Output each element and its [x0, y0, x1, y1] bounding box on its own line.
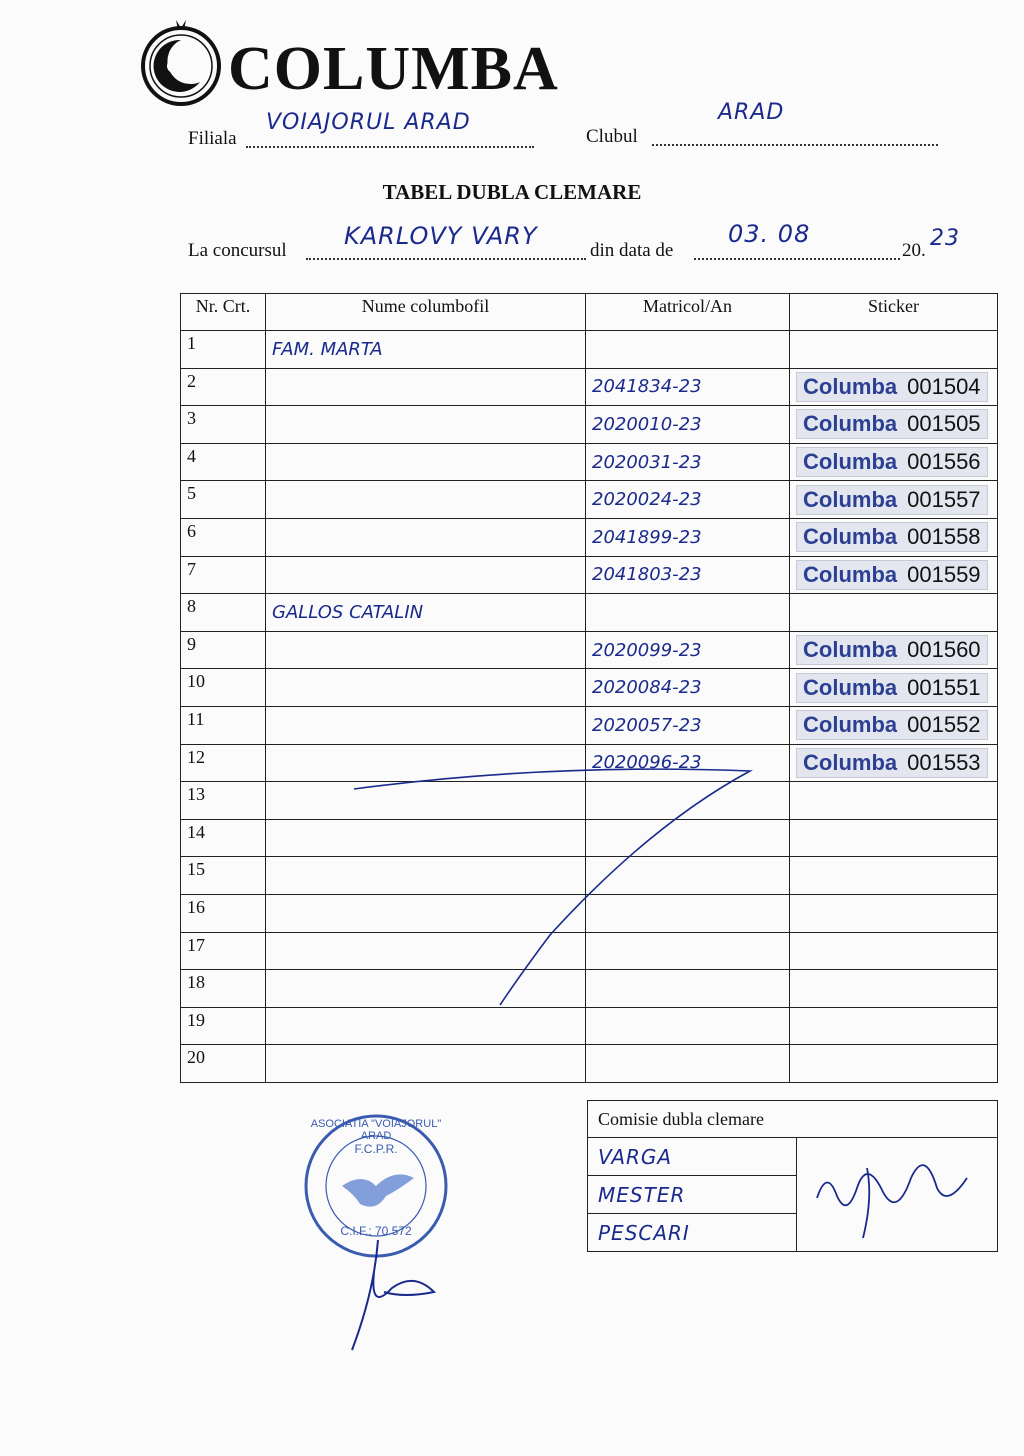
row-sticker	[790, 406, 998, 444]
commission-member: MESTER	[588, 1176, 797, 1214]
row-matricol: 2020010-23	[586, 406, 790, 444]
sticker-brand: Columba	[803, 411, 898, 437]
table-row	[181, 368, 998, 406]
clubul-value: ARAD	[718, 100, 785, 125]
row-sticker	[790, 782, 998, 820]
col-header-name: Nume columbofil	[266, 294, 586, 331]
row-name	[266, 706, 586, 744]
col-header-nr: Nr. Crt.	[181, 294, 266, 331]
row-name	[266, 1045, 586, 1083]
row-matricol	[586, 331, 790, 369]
sticker-label	[796, 710, 988, 740]
table-row	[181, 406, 998, 444]
sticker-number: 001551	[907, 674, 981, 700]
row-sticker	[790, 706, 998, 744]
row-number: 1	[181, 331, 266, 369]
date-value: 03. 08	[728, 220, 811, 248]
date-label: din data de	[590, 240, 674, 261]
year-value: 23	[930, 226, 960, 251]
filiala-label: Filiala	[188, 128, 237, 149]
sticker-brand: Columba	[803, 674, 898, 700]
commission-member: VARGA	[588, 1138, 797, 1176]
table-row	[181, 331, 998, 369]
commission-table	[587, 1100, 998, 1252]
row-matricol: 2020031-23	[586, 443, 790, 481]
row-sticker	[790, 1045, 998, 1083]
commission-title: Comisie dubla clemare	[588, 1101, 998, 1138]
row-matricol: 2020099-23	[586, 631, 790, 669]
table-row	[181, 481, 998, 519]
sticker-brand: Columba	[803, 561, 898, 587]
row-name	[266, 406, 586, 444]
sticker-number: 001557	[907, 486, 981, 512]
row-number: 9	[181, 631, 266, 669]
sticker-number: 001505	[907, 411, 981, 437]
row-matricol: 2020024-23	[586, 481, 790, 519]
sticker-brand: Columba	[803, 712, 898, 738]
row-sticker	[790, 518, 998, 556]
stamp-text-top: ASOCIATIA "VOIAJORUL" ARAD	[310, 1118, 442, 1142]
contest-value: KARLOVY VARY	[344, 222, 538, 250]
sticker-number: 001553	[907, 749, 981, 775]
row-sticker	[790, 443, 998, 481]
stamp-text-mid: F.C.P.R.	[354, 1142, 398, 1156]
row-matricol: 2041899-23	[586, 518, 790, 556]
sticker-label	[796, 372, 988, 402]
sticker-label	[796, 635, 988, 665]
commission-signature	[797, 1138, 998, 1252]
row-matricol: 2041834-23	[586, 368, 790, 406]
sticker-brand: Columba	[803, 449, 898, 475]
row-number: 13	[181, 782, 266, 820]
filiala-value: VOIAJORUL ARAD	[266, 110, 471, 135]
row-number: 4	[181, 443, 266, 481]
row-number: 18	[181, 970, 266, 1008]
table-row	[181, 594, 998, 632]
sticker-brand: Columba	[803, 486, 898, 512]
clubul-label: Clubul	[586, 126, 638, 147]
sticker-brand: Columba	[803, 749, 898, 775]
stamp-text-bottom: C.I.F.: 70 572	[340, 1224, 412, 1238]
row-number: 7	[181, 556, 266, 594]
row-name	[266, 556, 586, 594]
row-number: 17	[181, 932, 266, 970]
table-row	[181, 631, 998, 669]
row-name	[266, 669, 586, 707]
row-name	[266, 368, 586, 406]
table-row	[181, 1045, 998, 1083]
sticker-number: 001556	[907, 449, 981, 475]
row-name: FAM. MARTA	[266, 331, 586, 369]
sticker-brand: Columba	[803, 637, 898, 663]
row-number: 12	[181, 744, 266, 782]
row-sticker	[790, 970, 998, 1008]
contest-label: La concursul	[188, 240, 287, 261]
row-matricol: 2020084-23	[586, 669, 790, 707]
row-number: 6	[181, 518, 266, 556]
row-sticker	[790, 1007, 998, 1045]
row-number: 5	[181, 481, 266, 519]
table-row	[181, 443, 998, 481]
row-matricol	[586, 594, 790, 632]
table-row	[181, 706, 998, 744]
sticker-label	[796, 748, 988, 778]
row-number: 15	[181, 857, 266, 895]
row-name	[266, 631, 586, 669]
row-number: 14	[181, 819, 266, 857]
brand-name: COLUMBA	[228, 35, 559, 103]
year-prefix: 20.	[902, 240, 926, 261]
row-name	[266, 481, 586, 519]
row-name: GALLOS CATALIN	[266, 594, 586, 632]
row-sticker	[790, 857, 998, 895]
table-row	[181, 669, 998, 707]
row-sticker	[790, 331, 998, 369]
row-sticker	[790, 368, 998, 406]
stamp-signature	[344, 1232, 444, 1362]
commission-member: PESCARI	[588, 1214, 797, 1252]
row-matricol: 2020057-23	[586, 706, 790, 744]
sticker-label	[796, 447, 988, 477]
row-sticker	[790, 594, 998, 632]
sticker-number: 001552	[907, 712, 981, 738]
row-sticker	[790, 669, 998, 707]
row-sticker	[790, 556, 998, 594]
row-matricol	[586, 1045, 790, 1083]
row-number: 2	[181, 368, 266, 406]
row-sticker	[790, 894, 998, 932]
clubul-line	[652, 122, 938, 146]
sticker-label	[796, 485, 988, 515]
sticker-number: 001560	[907, 637, 981, 663]
row-matricol: 2041803-23	[586, 556, 790, 594]
row-number: 16	[181, 894, 266, 932]
table-header-row	[181, 294, 998, 331]
document-title: TABEL DUBLA CLEMARE	[382, 180, 642, 204]
row-number: 19	[181, 1007, 266, 1045]
row-matricol: 2020096-23	[586, 744, 790, 782]
row-name	[266, 518, 586, 556]
sticker-number: 001559	[907, 561, 981, 587]
sticker-label	[796, 673, 988, 703]
sticker-label	[796, 522, 988, 552]
strike-line	[340, 755, 780, 1015]
row-number: 10	[181, 669, 266, 707]
row-name	[266, 443, 586, 481]
col-header-matricol: Matricol/An	[586, 294, 790, 331]
sticker-brand: Columba	[803, 373, 898, 399]
sticker-label	[796, 560, 988, 590]
row-number: 8	[181, 594, 266, 632]
sticker-brand: Columba	[803, 524, 898, 550]
row-number: 11	[181, 706, 266, 744]
table-row	[181, 518, 998, 556]
row-sticker	[790, 932, 998, 970]
row-sticker	[790, 819, 998, 857]
col-header-sticker: Sticker	[790, 294, 998, 331]
columba-logo	[136, 16, 226, 108]
row-number: 3	[181, 406, 266, 444]
sticker-label	[796, 409, 988, 439]
row-sticker	[790, 631, 998, 669]
table-row	[181, 556, 998, 594]
row-sticker	[790, 744, 998, 782]
row-sticker	[790, 481, 998, 519]
row-number: 20	[181, 1045, 266, 1083]
sticker-number: 001504	[907, 373, 981, 399]
sticker-number: 001558	[907, 524, 981, 550]
